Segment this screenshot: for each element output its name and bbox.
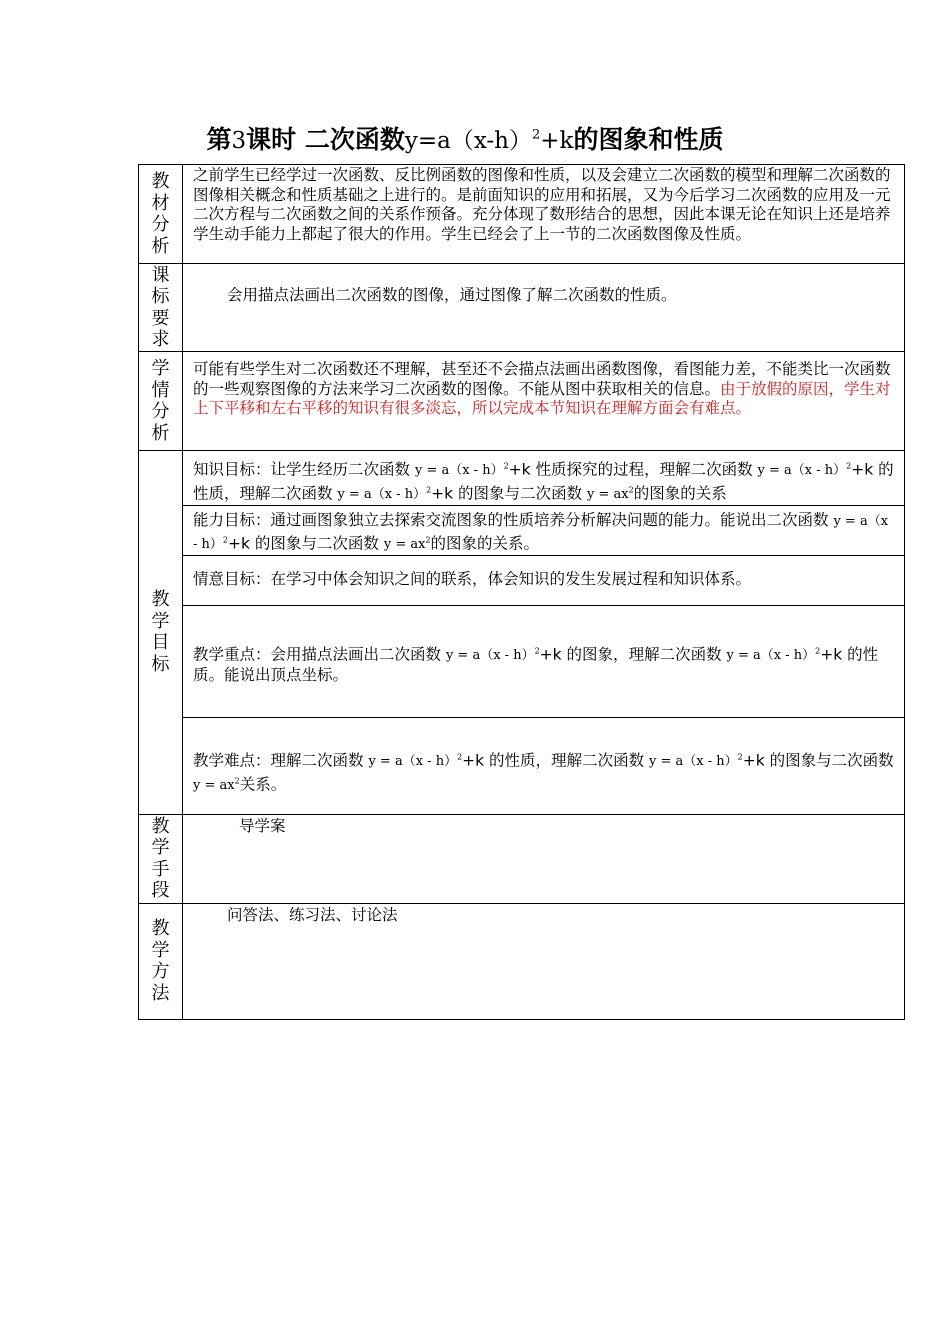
page-title (0, 120, 930, 156)
label-cell (139, 264, 183, 352)
standard-text: 会用描点法画出二次函数的图像，通过图像了解二次函数的性质。 (227, 286, 677, 304)
content-cell (183, 717, 905, 814)
formula-span (649, 754, 743, 769)
row-goal-knowledge (139, 451, 905, 506)
formula-span (193, 778, 240, 793)
row-label-students: 学情分析 (151, 358, 170, 444)
goal-key-text (183, 606, 904, 685)
lesson-plan-table (138, 164, 905, 1020)
students-text-red: 由于放假的原因，学生对上下平移和左右平移的知识有很多淡忘，所以完成本节知识在理解方面会有难点。 (193, 379, 891, 417)
text-span: +k 性质探究的过程，理解二次函数 (508, 460, 753, 479)
text-span: 能力目标：通过画图象独立去探索交流图象的性质培养分析解决问题的能力。能说出二次函数 (193, 510, 829, 529)
content-cell (183, 505, 905, 555)
text-span: +k 的图象，理解二次函数 (539, 645, 722, 664)
formula-text: y = a（x - h） (414, 463, 504, 479)
text-span: 知识目标：让学生经历二次函数 (193, 460, 411, 479)
row-standard (139, 264, 905, 352)
title-prefix: 第 (206, 125, 232, 154)
content-cell (183, 451, 905, 506)
formula-span (415, 463, 509, 478)
formula-sup: 2 (234, 776, 240, 786)
row-goal-key (139, 605, 905, 717)
text-span: +k 的图象与二次函数 (431, 484, 583, 503)
formula-text: y = ax (193, 778, 235, 794)
formula-span (587, 487, 634, 502)
formula-text: y = a（x - h） (726, 648, 816, 664)
formula-text: y = a（x - h） (649, 754, 738, 770)
text-span: +k 的性质，理解二次函数 (193, 460, 894, 503)
content-cell (183, 555, 905, 605)
formula-sup: 2 (815, 646, 821, 656)
row-means (139, 814, 905, 903)
formula-text: y = a（x - h） (368, 754, 458, 770)
content-cell (183, 814, 905, 903)
formula-sup: 2 (737, 752, 743, 762)
row-label-methods: 教学方法 (151, 918, 170, 1004)
means-text: 导学案 (239, 816, 286, 835)
content-cell (183, 605, 905, 717)
title-number: 3 (231, 128, 247, 154)
formula-span (758, 463, 852, 478)
label-cell (139, 451, 183, 815)
goal-emotion-text: 情意目标：在学习中体会知识之间的联系，体会知识的发生发展过程和知识体系。 (193, 569, 752, 588)
goal-difficult-text (183, 718, 904, 796)
formula-sup: 2 (628, 485, 634, 495)
title-suffix: 的图象和性质 (573, 125, 724, 154)
title-formula-end: +k (540, 128, 574, 154)
formula-sup: 2 (503, 462, 509, 471)
text-span: 教学难点：理解二次函数 (193, 751, 364, 770)
text-span: +k 的图象与二次函数 (228, 534, 379, 553)
content-cell (183, 165, 905, 264)
goal-ability-text (183, 506, 904, 555)
formula-sup: 2 (426, 485, 432, 495)
goal-knowledge-text (183, 451, 904, 505)
row-label-means: 教学手段 (151, 815, 170, 902)
formula-sup: 2 (425, 536, 431, 546)
row-label-goals: 教学目标 (151, 589, 170, 675)
text-span: +k 的性质，理解二次函数 (462, 751, 645, 770)
formula-sup: 2 (222, 536, 228, 546)
formula-sup: 2 (457, 752, 463, 762)
text-span: +k 的性质。能说出顶点坐标。 (193, 645, 879, 684)
title-sup: 2 (532, 127, 541, 143)
label-cell (139, 165, 183, 264)
text-span: 关系。 (239, 775, 287, 794)
row-goal-ability (139, 505, 905, 555)
row-students (139, 352, 905, 451)
analysis-text: 之前学生已经学过一次函数、反比例函数的图像和性质，以及会建立二次函数的模型和理解二次函数的图像相关概念和性质基础之上进行的。是前面知识的应用和拓展，又为今后学习二次函数的应用及一元二次方程与二次函数之间的关系作预备。充分体现了数形结合的思想，因此本课无论在知识上还是培养学生动手能力上都起了很大的作用。学生已经会了上一节的二次函数图像及性质。 (193, 166, 891, 243)
formula-span (727, 648, 821, 663)
label-cell (139, 903, 183, 1019)
formula-text: y = a（x - h） (757, 463, 847, 479)
formula-sup: 2 (846, 462, 852, 471)
formula-span (384, 537, 431, 552)
row-goal-emotion (139, 555, 905, 605)
label-cell (139, 352, 183, 451)
row-label-standard: 课标要求 (151, 264, 170, 350)
formula-sup: 2 (534, 646, 540, 656)
row-methods (139, 903, 905, 1019)
content-cell (183, 903, 905, 1019)
formula-text: y = a（x - h） (193, 513, 889, 553)
formula-text: y = ax (587, 487, 629, 503)
text-span: 的图象的关系。 (430, 534, 540, 553)
formula-span (446, 648, 540, 663)
text-span: 的图象的关系 (633, 484, 727, 503)
content-cell (183, 352, 905, 451)
title-part1: 课时 二次函数 (246, 125, 405, 154)
title-formula: y=a（x-h） (404, 128, 532, 154)
text-span: +k 的图象与二次函数 (742, 751, 894, 770)
row-analysis (139, 165, 905, 264)
text-span: 教学重点：会用描点法画出二次函数 (193, 645, 442, 664)
students-text-black: 可能有些学生对二次函数还不理解，甚至还不会描点法画出函数图像，看图能力差，不能类比一次函数的一些观察图像的方法来学习二次函数的图像。不能从图中获取相关的信息。 (193, 360, 891, 398)
formula-span (368, 754, 462, 769)
formula-text: y = a（x - h） (337, 487, 427, 503)
methods-text: 问答法、练习法、讨论法 (227, 905, 398, 924)
formula-text: y = ax (383, 537, 426, 553)
formula-span (337, 487, 431, 502)
row-goal-difficult (139, 717, 905, 814)
students-text (183, 352, 904, 419)
formula-text: y = a（x - h） (445, 648, 535, 664)
row-label-analysis: 教材分析 (151, 171, 170, 257)
content-cell (183, 264, 905, 352)
label-cell (139, 814, 183, 903)
